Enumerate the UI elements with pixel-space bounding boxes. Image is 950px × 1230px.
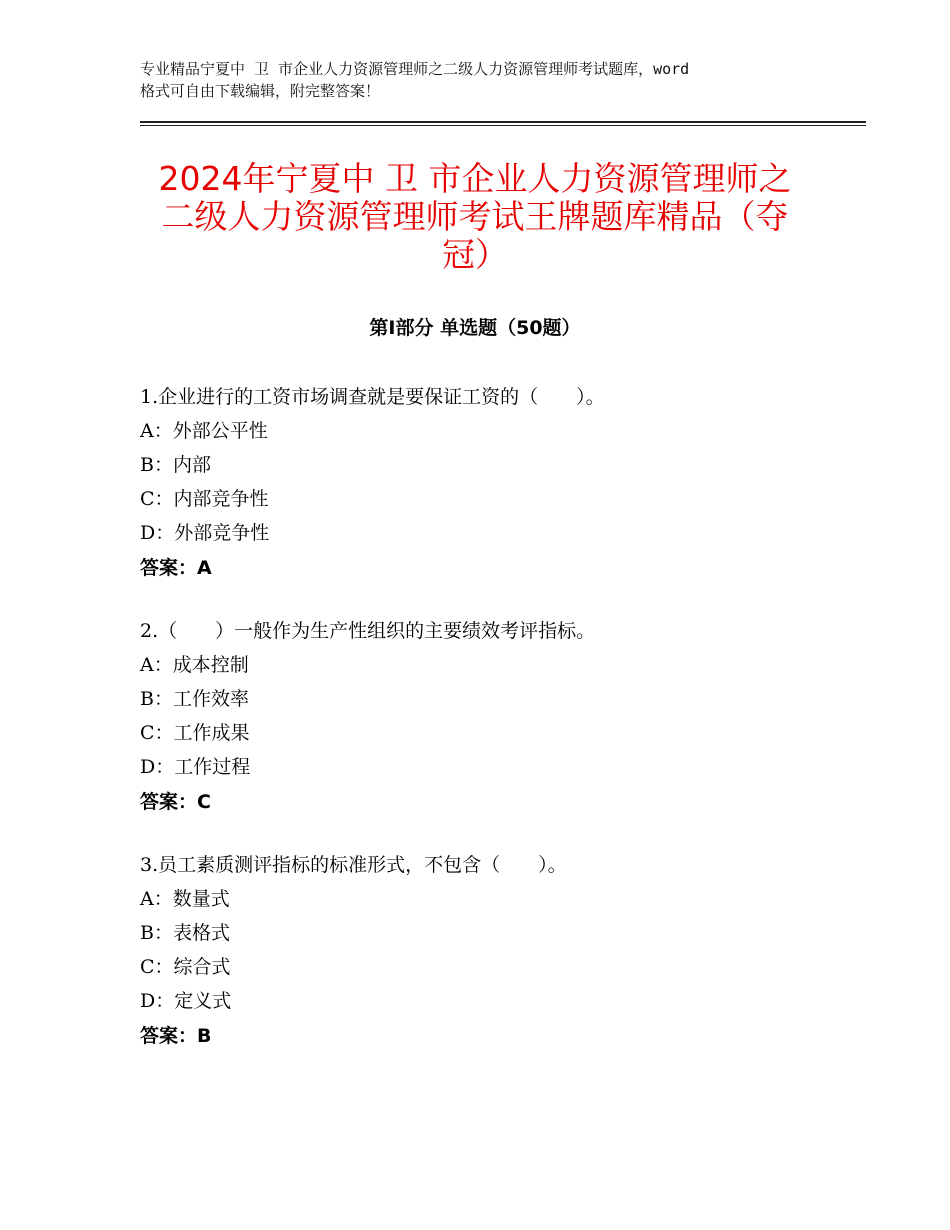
section-title: 第Ⅰ部分 单选题（50题） [369, 317, 581, 339]
header-note-line-2: 格式可自由下载编辑，附完整答案！ [140, 82, 381, 100]
option-b: B：表格式 [140, 922, 230, 944]
option-a: A：数量式 [140, 888, 230, 910]
header-note [140, 58, 840, 102]
question-stem: 1.企业进行的工资市场调查就是要保证工资的（ ）。 [140, 386, 605, 408]
header-note-line-1: 专业精品宁夏中 卫 市企业人力资源管理师之二级人力资源管理师考试题库，word [140, 60, 690, 78]
question-stem: 3.员工素质测评指标的标准形式，不包含（ ）。 [140, 854, 567, 876]
question-list [140, 382, 860, 1084]
header-rule-thick [140, 121, 866, 123]
answer-label: 答案：B [140, 1025, 212, 1047]
document-title-line-2: 二级人力资源管理师考试王牌题库精品（夺 [161, 197, 789, 236]
option-d: D：工作过程 [140, 756, 251, 778]
option-b: B：工作效率 [140, 688, 249, 710]
option-b: B：内部 [140, 454, 211, 476]
document-title-line-3: 冠） [442, 235, 508, 274]
answer-label: 答案：C [140, 791, 211, 813]
option-d: D：外部竞争性 [140, 522, 270, 544]
header-rule-thin [140, 125, 866, 126]
option-d: D：定义式 [140, 990, 232, 1012]
answer-label: 答案：A [140, 557, 212, 579]
option-c: C：工作成果 [140, 722, 250, 744]
option-c: C：综合式 [140, 956, 231, 978]
question-3 [140, 850, 860, 1054]
document-title [120, 160, 830, 274]
option-a: A：外部公平性 [140, 420, 268, 442]
option-c: C：内部竞争性 [140, 488, 269, 510]
question-1 [140, 382, 860, 586]
question-stem: 2.（ ）一般作为生产性组织的主要绩效考评指标。 [140, 620, 596, 642]
document-title-line-1: 2024年宁夏中 卫 市企业人力资源管理师之 [158, 159, 792, 198]
option-a: A：成本控制 [140, 654, 249, 676]
question-2 [140, 616, 860, 820]
